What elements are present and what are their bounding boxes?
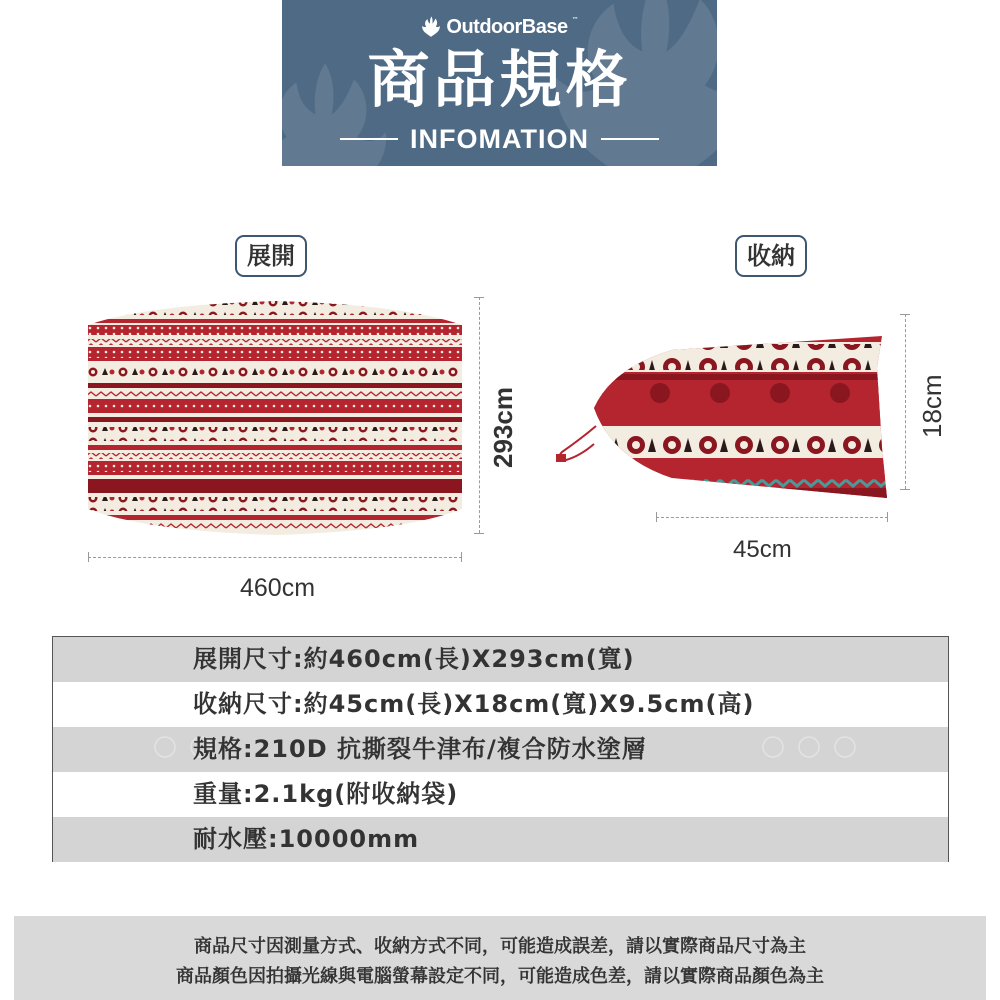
dim-tick [900,489,910,490]
packed-bag-illustration [552,328,892,506]
dim-tick [461,552,462,562]
page-subtitle [282,122,717,156]
spec-material-text: 規格:210D 抗撕裂牛津布/複合防水塗層 [193,735,647,763]
open-mat-illustration [86,295,466,540]
dim-tick [88,552,89,562]
subtitle-left-rule [340,138,398,140]
spec-row-material [53,727,948,772]
page-title: 商品規格 [367,43,632,116]
open-height-dim-line [479,297,480,533]
disclaimer-notice [14,916,986,1000]
header-banner [282,0,717,166]
open-width-value: 293cm [488,387,518,468]
open-label: 展開 [235,235,307,277]
dim-tick [900,314,910,315]
trademark-mark: ™ [571,16,579,24]
packed-label: 收納 [735,235,807,277]
spec-row-packed-size: 收納尺寸:約45cm(長)X18cm(寬)X9.5cm(高) [53,682,948,727]
open-length-value: 460cm [240,574,316,602]
packed-height-value: 18cm [917,374,947,438]
packed-length-dim-line [656,517,888,518]
spec-row-weight: 重量:2.1kg(附收納袋) [53,772,948,817]
packed-length-value: 45cm [733,536,792,563]
spec-table [52,636,949,862]
spec-row-open-size: 展開尺寸:約460cm(長)X293cm(寬) [53,637,948,682]
dim-tick [887,512,888,522]
subtitle-right-rule [601,138,659,140]
packed-height-dim-line [905,314,906,489]
dim-tick [474,297,484,298]
dim-tick [474,533,484,534]
spec-row-water-pressure: 耐水壓:10000mm [53,817,948,862]
notice-line-size: 商品尺寸因測量方式、收納方式不同，可能造成誤差，請以實際商品尺寸為主 [194,936,806,957]
brand-name: OutdoorBase [446,15,568,38]
brand-logo [282,12,717,42]
open-width-dim-line [88,557,462,558]
dim-tick [656,512,657,522]
notice-line-color: 商品顏色因拍攝光線與電腦螢幕設定不同，可能造成色差，請以實際商品顏色為主 [176,966,824,987]
outdoorbase-leaf-icon [420,16,442,38]
subtitle-text: INFOMATION [410,123,589,154]
